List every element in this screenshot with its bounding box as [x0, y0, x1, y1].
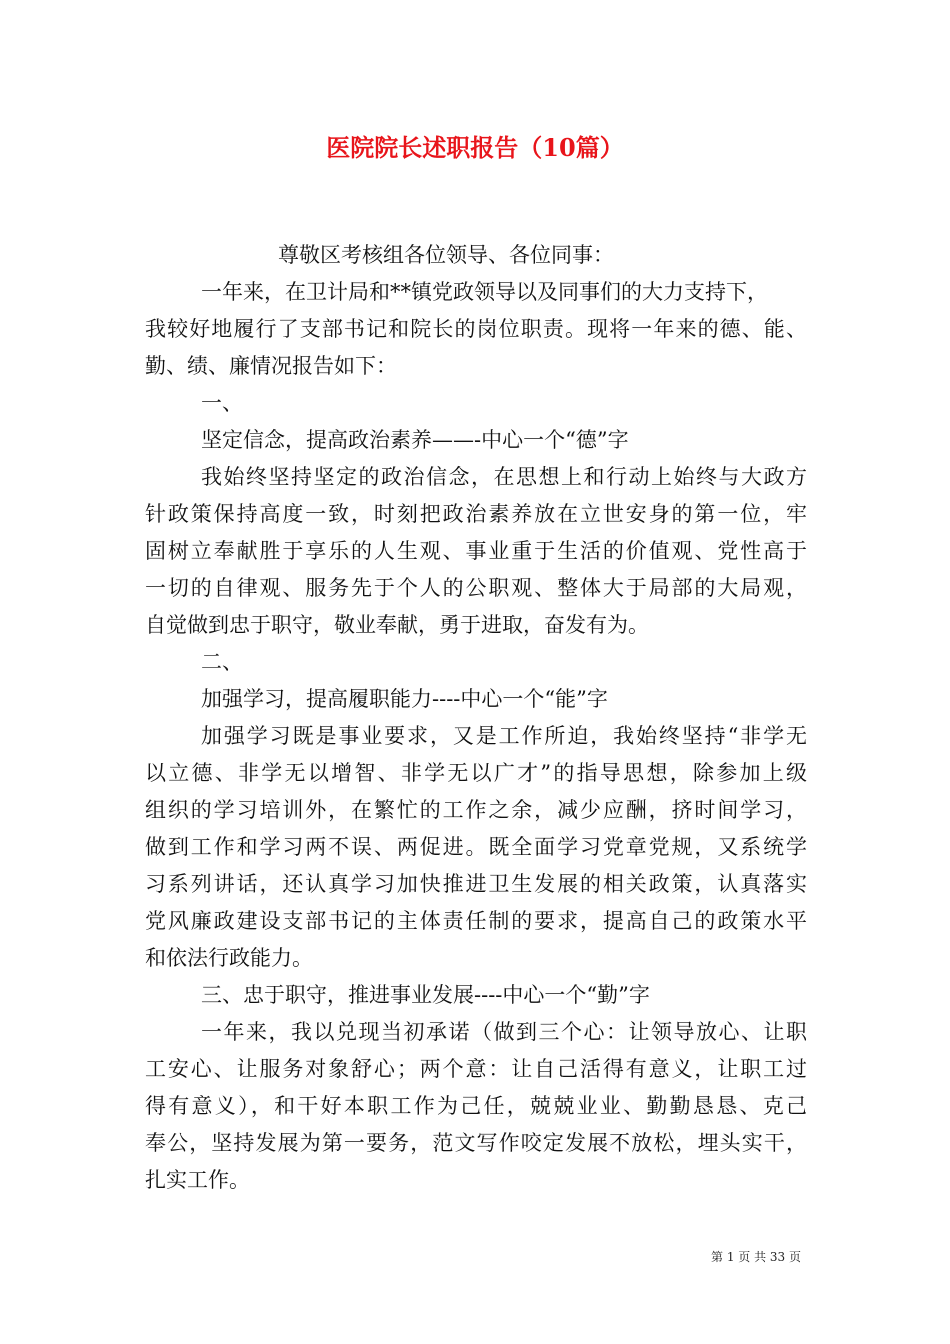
text-line: 奉公，坚持发展为第一要务，范文写作咬定发展不放松，埋头实干， — [145, 1131, 807, 1155]
text-line: 一、 — [201, 391, 243, 415]
text-line: 我始终坚持坚定的政治信念，在思想上和行动上始终与大政方 — [201, 465, 807, 489]
page-number: 第 1 页 共 33 页 — [711, 1250, 801, 1264]
text-line: 一切的自律观、服务先于个人的公职观、整体大于局部的大局观， — [145, 576, 807, 600]
text-line: 加强学习既是事业要求，又是工作所迫，我始终坚持“非学无 — [201, 724, 807, 748]
text-line: 以立德、非学无以增智、非学无以广才”的指导思想，除参加上级 — [145, 761, 807, 785]
text-line: 做到工作和学习两不误、两促进。既全面学习党章党规，又系统学 — [145, 835, 807, 859]
document-body — [145, 237, 807, 1199]
text-line: 三、忠于职守，推进事业发展----中心一个“勤”字 — [201, 983, 650, 1007]
text-line: 一年来，在卫计局和**镇党政领导以及同事们的大力支持下， — [201, 280, 768, 304]
text-line: 党风廉政建设支部书记的主体责任制的要求，提高自己的政策水平 — [145, 909, 807, 933]
text-line: 坚定信念，提高政治素养——-中心一个“德”字 — [201, 428, 629, 452]
text-line: 固树立奉献胜于享乐的人生观、事业重于生活的价值观、党性高于 — [145, 539, 807, 563]
text-line: 习系列讲话，还认真学习加快推进卫生发展的相关政策，认真落实 — [145, 872, 807, 896]
text-line: 勤、绩、廉情况报告如下： — [145, 354, 397, 378]
text-line: 尊敬区考核组各位领导、各位同事： — [278, 243, 614, 267]
text-line: 和依法行政能力。 — [145, 946, 313, 970]
text-line: 得有意义），和干好本职工作为己任，兢兢业业、勤勤恳恳、克己 — [145, 1094, 807, 1118]
document-title: 医院院长述职报告（10篇） — [326, 133, 624, 162]
text-line: 组织的学习培训外，在繁忙的工作之余，减少应酬，挤时间学习， — [145, 798, 807, 822]
text-line: 我较好地履行了支部书记和院长的岗位职责。现将一年来的德、能、 — [145, 317, 807, 341]
text-line: 针政策保持高度一致，时刻把政治素养放在立世安身的第一位，牢 — [145, 502, 807, 526]
text-line: 扎实工作。 — [145, 1168, 250, 1192]
text-line: 一年来，我以兑现当初承诺（做到三个心：让领导放心、让职 — [201, 1020, 807, 1044]
text-line: 自觉做到忠于职守，敬业奉献，勇于进取，奋发有为。 — [145, 613, 649, 637]
text-line: 加强学习，提高履职能力----中心一个“能”字 — [201, 687, 608, 711]
text-line: 二、 — [201, 650, 243, 674]
text-line: 工安心、让服务对象舒心；两个意：让自己活得有意义，让职工过 — [145, 1057, 807, 1081]
